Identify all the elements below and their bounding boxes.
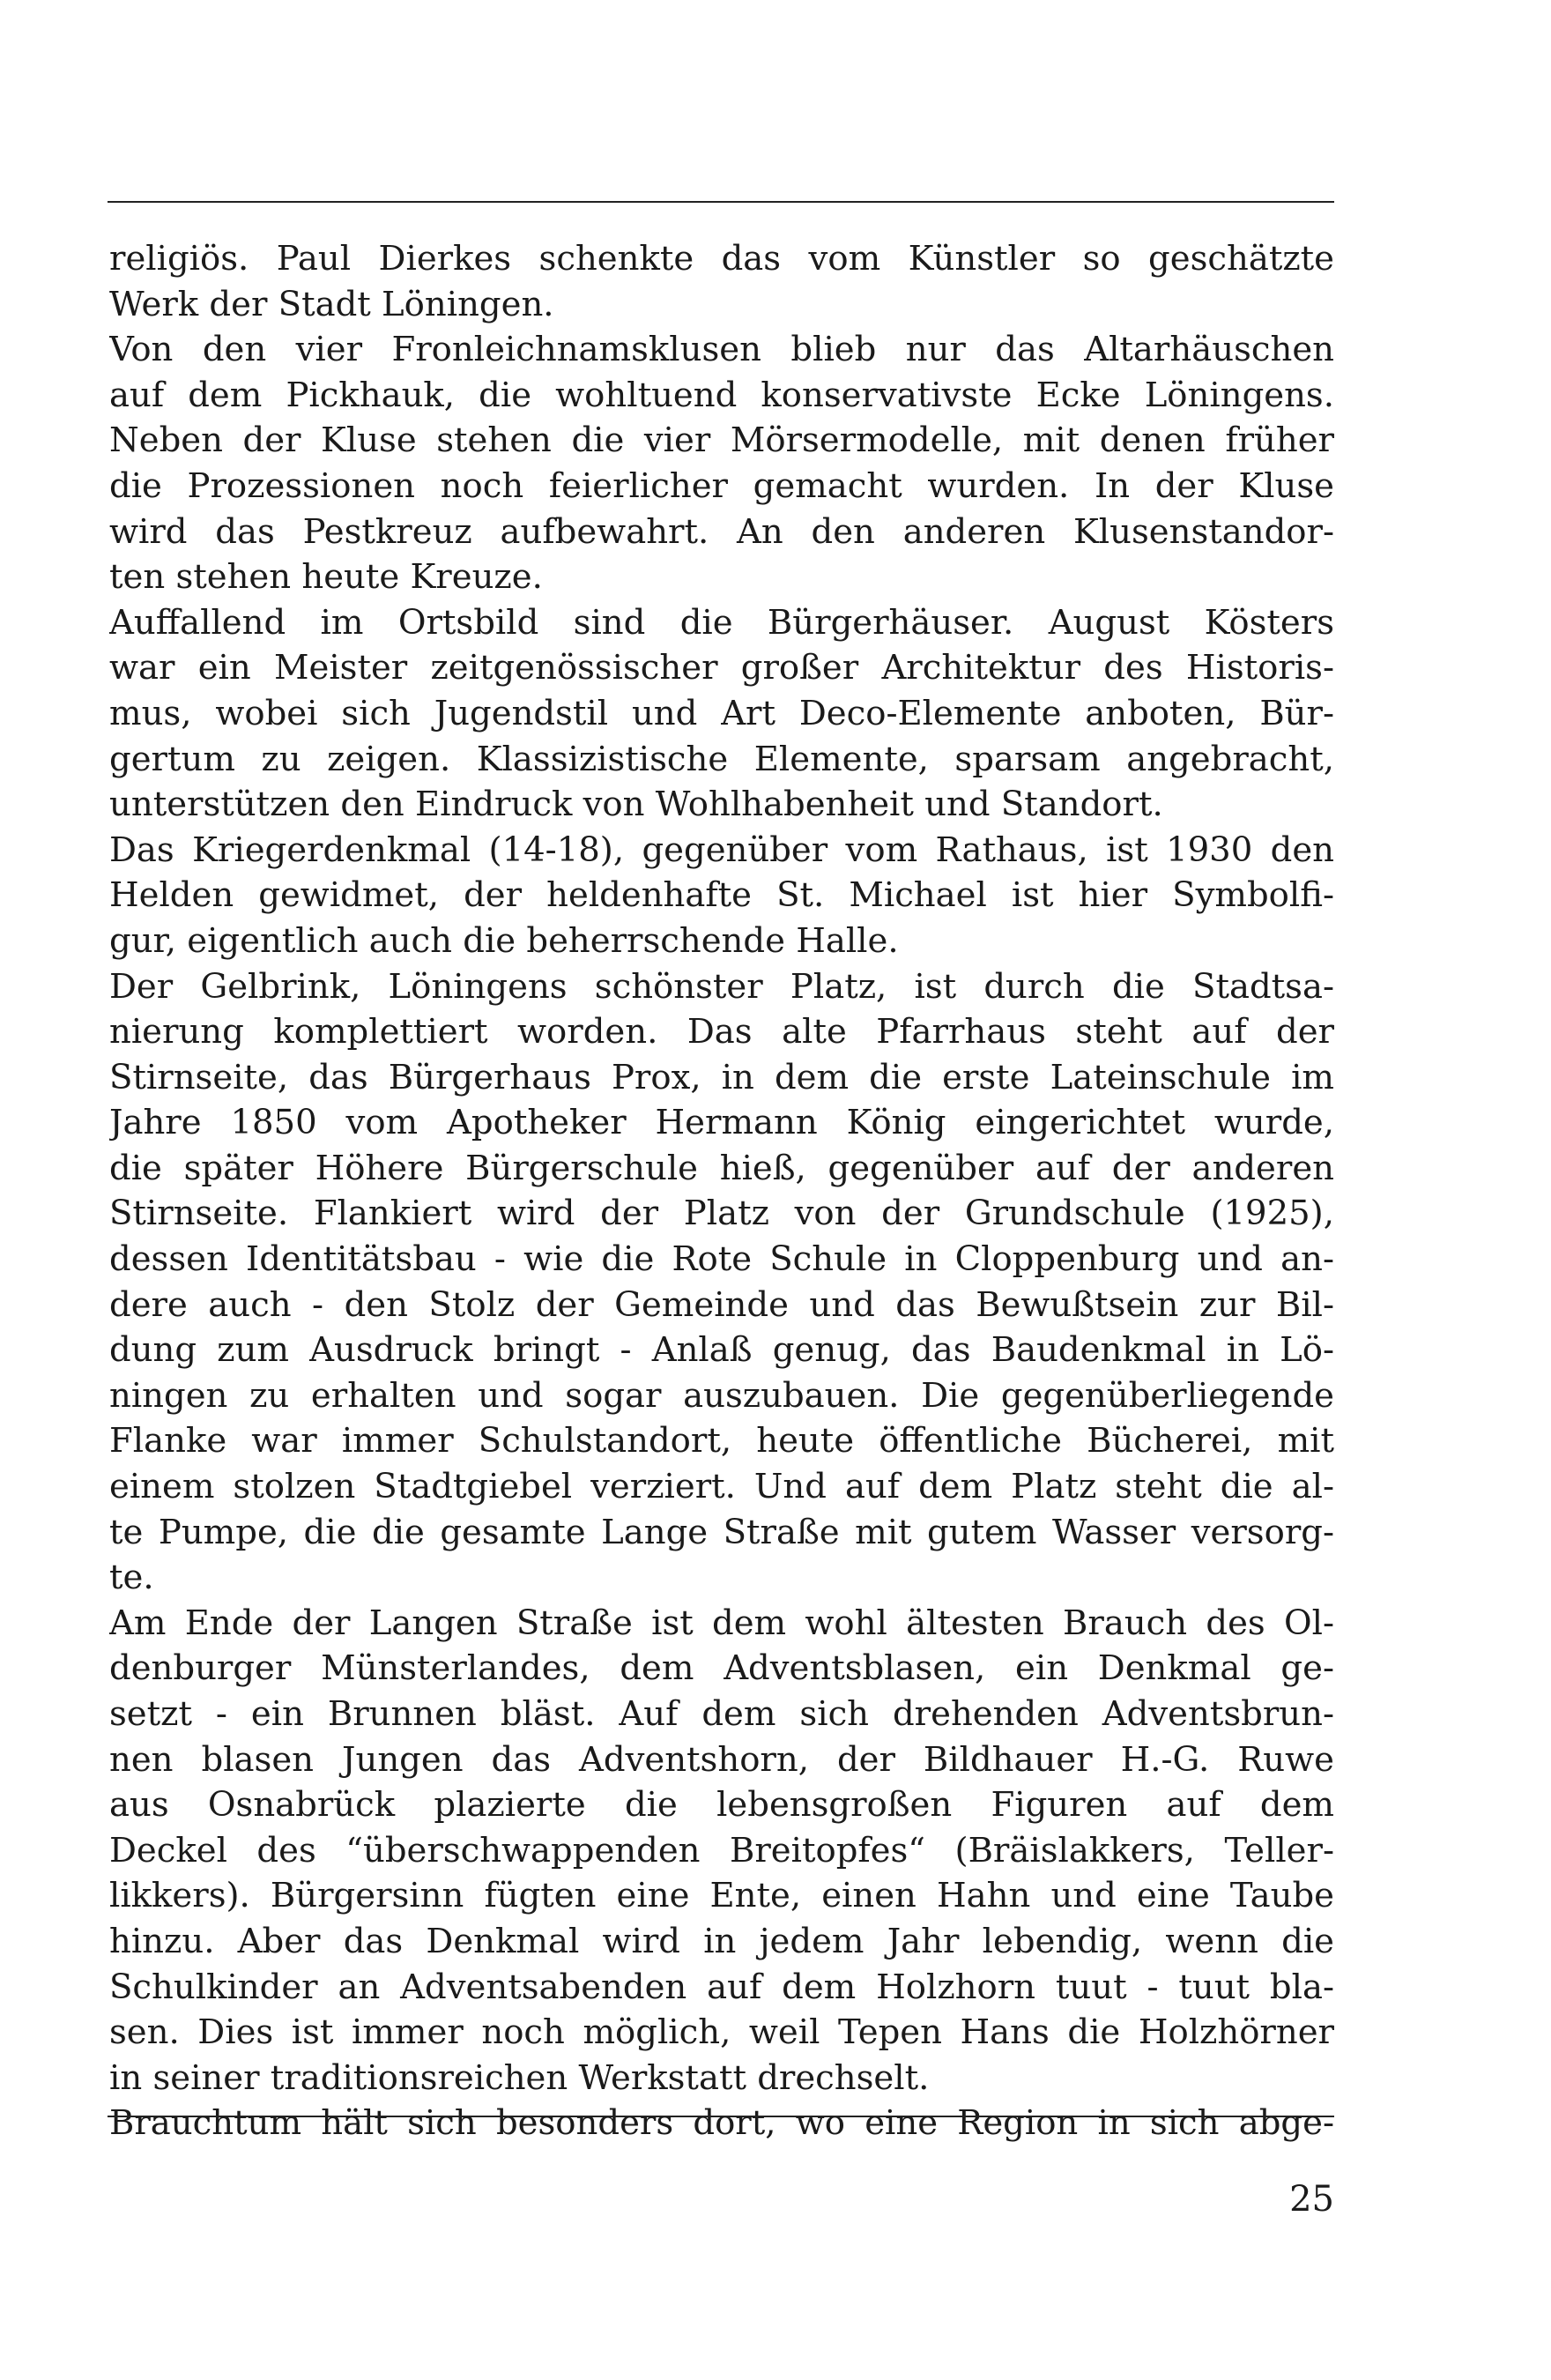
text-line: likkers). Bürgersinn fügten eine Ente, einen Hahn und eine Taube (109, 1876, 1334, 1916)
text-line: denburger Münsterlandes, dem Adventsblasen, ein Denkmal ge- (109, 1648, 1334, 1689)
text-line: Brauchtum hält sich besonders dort, wo eine Region in sich abge- (109, 2103, 1334, 2144)
text-line: te Pumpe, die die gesamte Lange Straße mit gutem Wasser versorg- (109, 1512, 1334, 1552)
text-line: ten stehen heute Kreuze. (109, 557, 543, 598)
text-line: religiös. Paul Dierkes schenkte das vom Künstler so geschätzte (109, 239, 1334, 279)
text-line: Werk der Stadt Löningen. (109, 284, 554, 324)
text-line: dere auch - den Stolz der Gemeinde und das Bewußtsein zur Bil- (109, 1284, 1334, 1325)
text-line: nierung komplettiert worden. Das alte Pfarrhaus steht auf der (109, 1012, 1334, 1052)
bottom-rule (108, 2116, 1334, 2117)
text-line: Neben der Kluse stehen die vier Mörsermodelle, mit denen früher (109, 420, 1334, 461)
text-line: Schulkinder an Adventsabenden auf dem Holzhorn tuut - tuut bla- (109, 1967, 1334, 2007)
text-line: auf dem Pickhauk, die wohltuend konservativste Ecke Löningens. (109, 375, 1334, 415)
page-number: 25 (1289, 2179, 1334, 2220)
text-line: Das Kriegerdenkmal (14-18), gegenüber vom Rathaus, ist 1930 den (109, 829, 1334, 870)
text-line: nen blasen Jungen das Adventshorn, der Bildhauer H.-G. Ruwe (109, 1739, 1334, 1780)
text-line: Auffallend im Ortsbild sind die Bürgerhäuser. August Kösters (109, 602, 1334, 643)
text-line: wird das Pestkreuz aufbewahrt. An den anderen Klusenstandor- (109, 511, 1334, 552)
text-line: die Prozessionen noch feierlicher gemacht wurden. In der Kluse (109, 465, 1334, 506)
text-line: Stirnseite. Flankiert wird der Platz von der Grundschule (1925), (109, 1194, 1334, 1234)
text-line: setzt - ein Brunnen bläst. Auf dem sich drehenden Adventsbrun- (109, 1694, 1334, 1734)
text-line: Von den vier Fronleichnamsklusen blieb nur das Altarhäuschen (109, 330, 1334, 370)
text-line: hinzu. Aber das Denkmal wird in jedem Jahr lebendig, wenn die (109, 1921, 1334, 1961)
text-line: sen. Dies ist immer noch möglich, weil Tepen Hans die Holzhörner (109, 2012, 1334, 2053)
text-line: war ein Meister zeitgenössischer großer Architektur des Historis- (109, 648, 1334, 688)
text-line: te. (109, 1558, 154, 1598)
text-line: gur, eigentlich auch die beherrschende Halle. (109, 920, 899, 961)
text-line: Der Gelbrink, Löningens schönster Platz, ist durch die Stadtsa- (109, 966, 1334, 1007)
text-line: einem stolzen Stadtgiebel verziert. Und auf dem Platz steht die al- (109, 1467, 1334, 1507)
text-line: Deckel des “überschwappenden Breitopfes“ (Bräislakkers, Teller- (109, 1830, 1334, 1871)
text-line: die später Höhere Bürgerschule hieß, gegenüber auf der anderen (109, 1148, 1334, 1188)
text-line: dung zum Ausdruck bringt - Anlaß genug, das Baudenkmal in Lö- (109, 1330, 1334, 1371)
top-rule (108, 201, 1334, 203)
text-line: Stirnseite, das Bürgerhaus Prox, in dem die erste Lateinschule im (109, 1057, 1334, 1097)
text-line: Jahre 1850 vom Apotheker Hermann König eingerichtet wurde, (109, 1103, 1334, 1143)
text-line: dessen Identitätsbau - wie die Rote Schule in Cloppenburg und an- (109, 1239, 1334, 1280)
text-line: Flanke war immer Schulstandort, heute öffentliche Bücherei, mit (109, 1421, 1334, 1461)
text-line: in seiner traditionsreichen Werkstatt drechselt. (109, 2057, 930, 2098)
text-line: gertum zu zeigen. Klassizistische Elemente, sparsam angebracht, (109, 739, 1334, 779)
text-line: mus, wobei sich Jugendstil und Art Deco-Elemente anboten, Bür- (109, 693, 1334, 733)
text-line: aus Osnabrück plazierte die lebensgroßen Figuren auf dem (109, 1785, 1334, 1826)
body-text (109, 236, 1334, 2146)
text-line: ningen zu erhalten und sogar auszubauen. Die gegenüberliegende (109, 1375, 1334, 1416)
text-line: Am Ende der Langen Straße ist dem wohl ältesten Brauch des Ol- (109, 1603, 1334, 1643)
text-line: unterstützen den Eindruck von Wohlhabenheit und Standort. (109, 785, 1163, 825)
text-line: Helden gewidmet, der heldenhafte St. Michael ist hier Symbolfi- (109, 875, 1334, 916)
